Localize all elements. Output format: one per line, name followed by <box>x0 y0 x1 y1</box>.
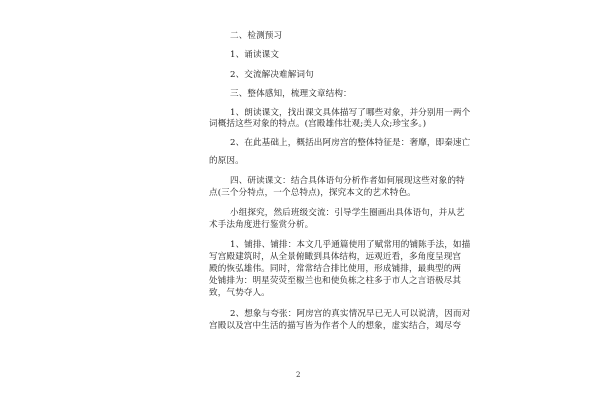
paragraph-line: 小组探究，然后班级交流：引导学生圈画出具体语句，并从艺 <box>230 208 465 218</box>
paragraph-line: 1、铺排、铺排：本文几乎通篇使用了赋常用的铺陈手法，如描 <box>230 240 471 250</box>
paragraph-line: 词概括这些对象的特点。(宫殿雄伟壮观;美人众;珍宝多。) <box>209 119 427 129</box>
paragraph-line: 致，气势夺人。 <box>209 288 270 298</box>
heading-detection-preview: 二、检测预习 <box>230 31 283 41</box>
paragraph-line: 术手法角度进行鉴赏分析。 <box>209 220 314 230</box>
paragraph-line: 点(三个分特点，一个总特点)，探究本文的艺术特色。 <box>209 188 416 198</box>
paragraph-line: 的原因。 <box>209 156 244 166</box>
paragraph-line: 写宫殿建筑时，从全景俯瞰到具体结构，远观近看，多角度呈现宫 <box>209 252 462 262</box>
paragraph-line: 处铺排为：明星荧荧至椒兰也和使负栋之柱多于市人之言语极尽其 <box>209 276 462 286</box>
paragraph-line: 2、想象与夸张：阿房宫的真实情况早已无人可以说清，因而对 <box>230 309 471 319</box>
heading-overall-perception: 三、整体感知，梳理文章结构： <box>230 89 352 99</box>
paragraph-line: 2、在此基础上，概括出阿房宫的整体特征是：奢靡，即秦速亡 <box>230 138 471 148</box>
paragraph-line: 宫殿以及宫中生活的描写皆为作者个人的想象，虚实结合，竭尽夸 <box>209 321 462 331</box>
paragraph-line: 1、朗读课文，找出课文具体描写了哪些对象，并分别用一两个 <box>230 108 471 118</box>
page-number: 2 <box>296 371 301 379</box>
item-recite-text: 1、诵读课文 <box>230 50 280 60</box>
item-discuss-words: 2、交流解决难解词句 <box>230 70 314 80</box>
paragraph-line: 殿的恢弘雄伟。同时，常常结合排比使用，形成铺排，最典型的两 <box>209 264 462 274</box>
heading-study-text: 四、研读课文：结合具体语句分析作者如何展现这些对象的特 <box>230 176 465 186</box>
